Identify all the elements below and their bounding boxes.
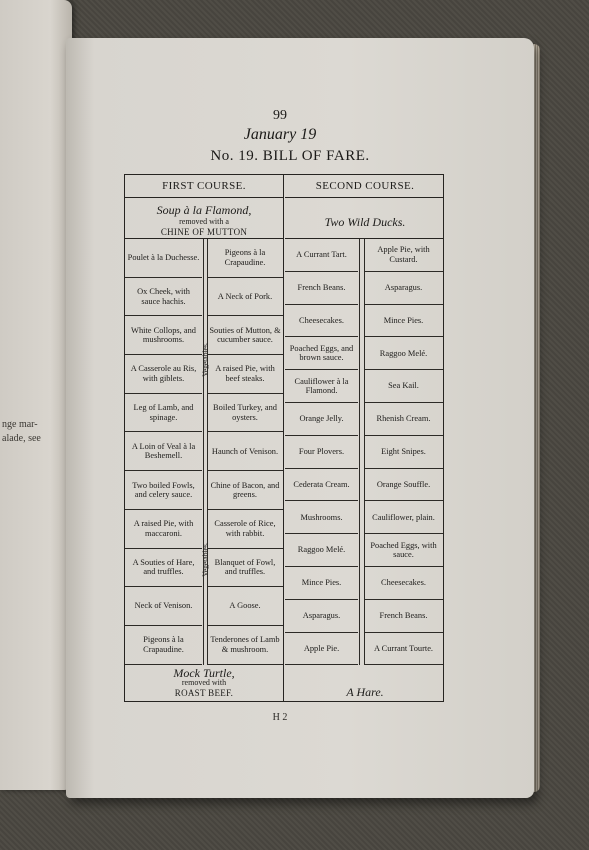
dish-cell: A raised Pie, with beef steaks. (207, 355, 283, 394)
dish-cell: Pigeons à la Crapaudine. (125, 626, 202, 665)
dish-cell: Asparagus. (285, 600, 358, 633)
dish-note: removed with (181, 678, 227, 687)
bill-of-fare-table (124, 174, 444, 702)
date-heading: January 19 (243, 126, 317, 143)
dish-cell: Orange Jelly. (285, 403, 358, 436)
left-page (0, 0, 72, 790)
dish-cell: Poached Eggs, and brown sauce. (285, 337, 358, 370)
dish-note: removed with a (179, 217, 229, 226)
dish-cell: Souties of Mutton, & cucumber sauce. (207, 316, 283, 355)
dish-cell: Sea Kail. (364, 370, 443, 403)
dish-cell: Cederata Cream. (285, 469, 358, 502)
dish-cell: Mince Pies. (285, 567, 358, 600)
rule (125, 197, 283, 198)
dish-cell: Rhenish Cream. (364, 403, 443, 436)
dish-remove: ROAST BEEF. (174, 688, 234, 698)
dish-cell: French Beans. (364, 600, 443, 633)
dish-cell: Raggoo Melé. (285, 534, 358, 567)
dish-cell: A Neck of Pork. (207, 278, 283, 317)
second-course-top-dish: Two Wild Ducks. (324, 215, 406, 229)
dish-cell: Asparagus. (364, 272, 443, 305)
dish-cell: Ox Cheek, with sauce hachis. (125, 278, 202, 317)
dish-cell: Mince Pies. (364, 305, 443, 338)
page-number: 99 (273, 108, 287, 123)
dish-cell: A Casserole au Ris, with giblets. (125, 355, 202, 394)
dish-cell: Leg of Lamb, and spinage. (125, 394, 202, 433)
first-course-heading: FIRST COURSE. (162, 180, 246, 192)
vegetables-label: Vegetables. (200, 342, 210, 377)
dish-cell: A Souties of Hare, and truffles. (125, 549, 202, 588)
dish-cell: Apple Pie, with Custard. (364, 239, 443, 272)
left-text-line: alade, see (2, 433, 41, 444)
dish-cell: Poulet à la Duchesse. (125, 239, 202, 278)
dish-cell: Raggoo Melé. (364, 337, 443, 370)
vegetables-label: Vegetables. (200, 542, 210, 577)
dish-cell: A raised Pie, with maccaroni. (125, 510, 202, 549)
dish-cell: Chine of Bacon, and greens. (207, 471, 283, 510)
dish-name: Mock Turtle, (173, 666, 235, 680)
dish-cell: Four Plovers. (285, 436, 358, 469)
dish-cell: Eight Snipes. (364, 436, 443, 469)
dish-cell: A Goose. (207, 587, 283, 626)
dish-cell: Poached Eggs, with sauce. (364, 534, 443, 567)
dish-cell: A Currant Tart. (285, 239, 358, 272)
dish-cell: Two boiled Fowls, and celery sauce. (125, 471, 202, 510)
left-page-text (2, 418, 41, 446)
second-course-heading: SECOND COURSE. (315, 180, 415, 192)
dish-cell: French Beans. (285, 272, 358, 305)
dish-cell: Casserole of Rice, with rabbit. (207, 510, 283, 549)
first-course-bottom-dish (125, 668, 283, 698)
dish-cell: White Collops, and mushrooms. (125, 316, 202, 355)
vegetable-divider (203, 239, 204, 665)
left-text-line: nge mar- (2, 419, 38, 430)
column-divider (359, 239, 360, 665)
dish-cell: Cauliflower à la Flamond. (285, 370, 358, 403)
course-divider (283, 175, 284, 701)
dish-cell: Apple Pie. (285, 633, 358, 666)
signature-mark: H 2 (272, 712, 288, 723)
dish-name: Soup à la Flamond, (156, 203, 252, 217)
dish-cell: Cauliflower, plain. (364, 501, 443, 534)
rule (285, 197, 443, 198)
dish-cell: Neck of Venison. (125, 587, 202, 626)
dish-cell: Blanquet of Fowl, and truffles. (207, 549, 283, 588)
dish-cell: A Currant Tourte. (364, 633, 443, 666)
second-course-bottom-dish: A Hare. (346, 685, 384, 699)
dish-cell: Tenderones of Lamb & mushroom. (207, 626, 283, 665)
dish-cell: A Loin of Veal à la Beshemell. (125, 433, 202, 472)
dish-cell: Haunch of Venison. (207, 433, 283, 472)
dish-cell: Cheesecakes. (285, 305, 358, 338)
dish-cell: Cheesecakes. (364, 567, 443, 600)
first-course-top-dish (125, 205, 283, 238)
dish-cell: Pigeons à la Crapaudine. (207, 239, 283, 278)
dish-remove: CHINE OF MUTTON (160, 227, 248, 237)
bill-title: No. 19. BILL OF FARE. (210, 148, 370, 164)
dish-cell: Orange Souffle. (364, 469, 443, 502)
dish-cell: Mushrooms. (285, 501, 358, 534)
dish-cell: Boiled Turkey, and oysters. (207, 394, 283, 433)
